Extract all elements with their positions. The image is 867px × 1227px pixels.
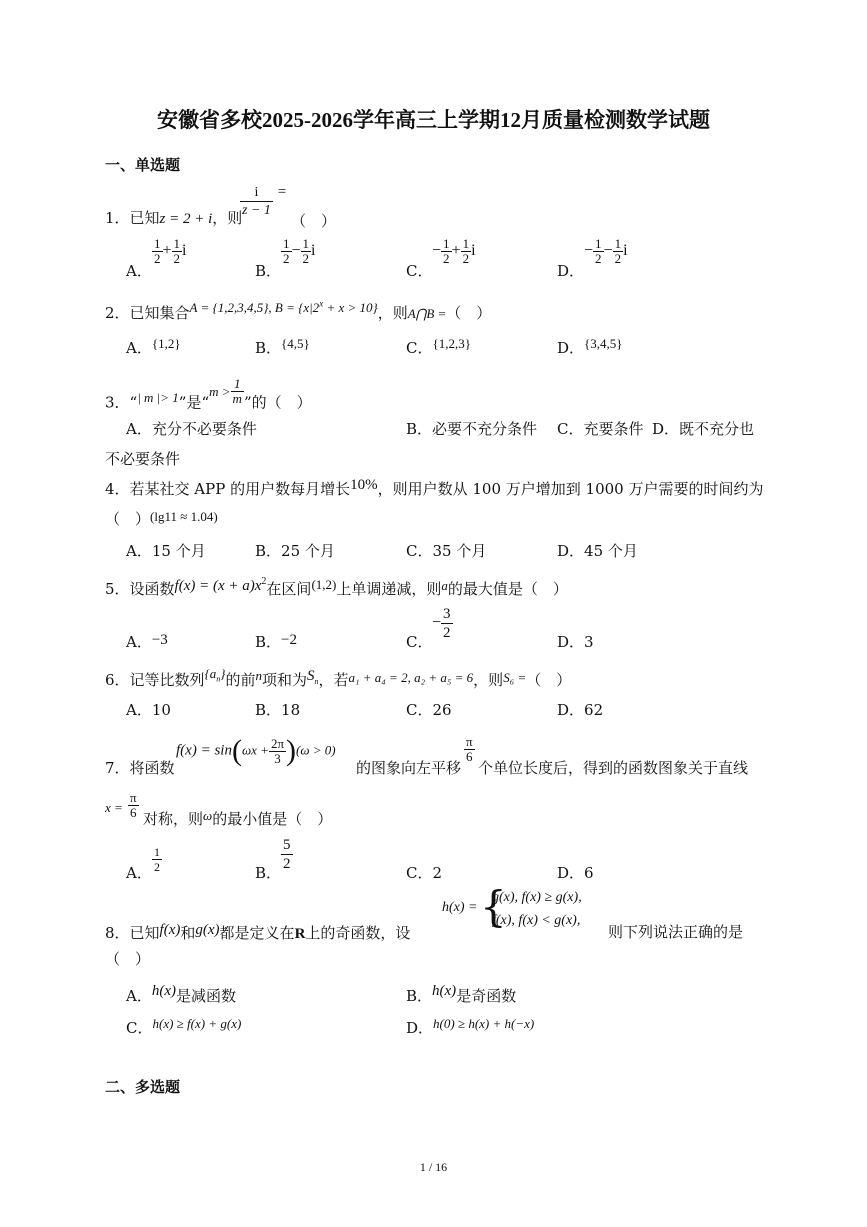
- q2-d-label: D．: [557, 339, 585, 357]
- q2-a-label: A．: [126, 339, 152, 357]
- q2-b-label: B．: [255, 339, 282, 357]
- q7-b-label: B．: [255, 864, 282, 882]
- q5-option-b[interactable]: [255, 631, 297, 652]
- q1-b-i: i: [311, 242, 316, 260]
- q8-mid2: 上的奇函数，设: [305, 924, 411, 942]
- q8-a-text: 是减函数: [176, 987, 237, 1005]
- q7-num: 2π: [270, 735, 285, 751]
- q2-set-a: A = {1,2,3,4,5}, B = {x|2: [189, 300, 320, 315]
- q7-x-eq: x =: [105, 800, 123, 815]
- q7-lparen: (: [231, 734, 242, 767]
- q1-option-a-math: [152, 237, 186, 266]
- q6-option-a[interactable]: A．10: [126, 701, 171, 719]
- q7-rparen: ): [286, 734, 297, 767]
- q2-b-value: {4,5}: [281, 336, 310, 351]
- q5-a-label: A．: [126, 633, 152, 651]
- q1-d-d2: 2: [614, 251, 622, 266]
- q8-option-d[interactable]: [406, 1017, 534, 1038]
- q1-a-op: +: [162, 242, 172, 260]
- q7-function: [176, 734, 336, 768]
- question-4-line2: [105, 508, 218, 529]
- q3-option-d[interactable]: D．既不充分也: [652, 420, 755, 438]
- q1-c-sign: −: [432, 242, 442, 260]
- q8-case2: f(x), f(x) < g(x),: [492, 913, 581, 928]
- q1-d-label: D．: [557, 262, 585, 280]
- q8-b-h: h(x): [432, 983, 457, 999]
- q8-b-text: 是奇函数: [456, 987, 517, 1005]
- q7-option-d[interactable]: D．6: [557, 864, 594, 882]
- q6-paren: （ ）: [526, 671, 572, 689]
- q3-option-c[interactable]: C．充要条件: [557, 420, 644, 438]
- q2-sets: [190, 300, 378, 315]
- q6-prefix: 6．记等比数列: [105, 671, 205, 689]
- q1-b-n1: 1: [283, 236, 290, 251]
- q7-shift: [464, 735, 475, 764]
- q4-hint: (lg11 ≈ 1.04): [150, 509, 218, 524]
- q6-option-c[interactable]: C．26: [406, 701, 452, 719]
- q6-s: S: [306, 668, 315, 684]
- q1-c-label: C．: [406, 262, 433, 280]
- q3-cond1: | m |> 1: [137, 389, 179, 405]
- page-number: 1 / 16: [419, 1160, 448, 1174]
- q8-d-math: h(0) ≥ h(x) + h(−x): [433, 1016, 535, 1031]
- q7-mid: 的图象向左平移: [356, 759, 462, 777]
- q3-lhs: m >: [209, 383, 231, 399]
- q7-line2c: 的最小值是（ ）: [212, 810, 333, 828]
- q4-paren: （ ）: [105, 510, 151, 528]
- q7-fx: f(x) = sin: [176, 742, 232, 759]
- q6-an-sub: n: [216, 674, 221, 684]
- q4-text2: ，则用户数从 100 万户增加到 1000 万户需要的时间约为: [377, 480, 764, 498]
- q6-n: n: [255, 668, 262, 683]
- q5-option-c[interactable]: [406, 631, 432, 652]
- q2-tail: ，则: [377, 304, 408, 322]
- q1-d-i: i: [623, 242, 628, 260]
- q8-c-math: h(x) ≥ f(x) + g(x): [152, 1016, 242, 1031]
- q7-cond: (ω > 0): [296, 742, 336, 758]
- q2-option-d[interactable]: [557, 337, 623, 358]
- q7-a-label: A．: [126, 864, 152, 882]
- q6-mid3: ，若: [318, 671, 349, 689]
- q8-case1: g(x), f(x) ≥ g(x),: [492, 890, 582, 905]
- question-7-line2: [105, 800, 123, 826]
- q1-option-a[interactable]: [126, 260, 152, 281]
- question-3: [105, 376, 312, 418]
- q1-option-b-math: [281, 237, 315, 266]
- q7-option-b-math: [281, 836, 293, 873]
- q4-option-b[interactable]: B．25 个月: [255, 542, 335, 560]
- q2-d-value: {3,4,5}: [584, 336, 623, 351]
- q5-prefix: 5．设函数: [105, 580, 175, 598]
- q4-option-c[interactable]: C．35 个月: [406, 542, 487, 560]
- q8-d-label: D．: [406, 1019, 434, 1037]
- q7-option-a[interactable]: [126, 862, 152, 883]
- q8-option-b[interactable]: [406, 985, 516, 1006]
- q5-a-value: −3: [151, 632, 168, 648]
- q1-d-d1: 2: [595, 251, 602, 266]
- q8-f: f(x): [159, 922, 181, 938]
- question-7-line2b: [143, 808, 332, 829]
- q6-mid: 的前: [225, 671, 256, 689]
- q7-line-frac: [128, 791, 139, 820]
- question-8: [105, 922, 410, 943]
- q1-option-c[interactable]: [406, 260, 432, 281]
- q7-option-b[interactable]: [255, 862, 281, 883]
- section-heading-single-choice: 一、单选题: [105, 156, 181, 174]
- q1-b-d2: 2: [302, 251, 310, 266]
- q3-option-d-continued: 不必要条件: [105, 450, 181, 468]
- q8-r: R: [294, 926, 306, 942]
- q2-c-value: {1,2,3}: [432, 336, 471, 351]
- q7-line2b: 对称，则: [143, 810, 204, 828]
- q4-text1: 4．若某社交 APP 的用户数每月增长: [105, 480, 351, 498]
- q3-num: 1: [231, 377, 244, 392]
- q3-option-b[interactable]: B．必要不充分条件: [406, 420, 538, 438]
- q7-option-a-math: [152, 845, 162, 874]
- q7-b-den: 2: [283, 856, 291, 872]
- q1-prefix: 1．已知: [105, 209, 160, 227]
- question-7-prefix: 7．将函数: [105, 759, 175, 777]
- q1-b-d1: 2: [283, 251, 290, 266]
- q8-hx: h(x) =: [442, 900, 478, 915]
- question-7-tail: 个单位长度后，得到的函数图象关于直线: [478, 759, 749, 777]
- q2-prefix: 2．已知集合: [105, 304, 190, 322]
- q5-tail: 的最大值是（ ）: [447, 580, 568, 598]
- q4-option-d[interactable]: D．45 个月: [557, 542, 638, 560]
- q8-hx-label: [442, 900, 478, 916]
- q7-a-den: 2: [154, 860, 160, 874]
- q1-b-n2: 1: [302, 236, 310, 251]
- q1-num: i: [240, 184, 273, 202]
- q3-option-a[interactable]: A．充分不必要条件: [126, 420, 257, 438]
- q7-omega: ω: [203, 808, 213, 823]
- q4-option-a[interactable]: A．15 个月: [126, 542, 206, 560]
- q1-a-i: i: [182, 242, 187, 260]
- q6-mid4: ，则: [473, 671, 504, 689]
- q7-shift-num: π: [466, 734, 473, 749]
- q2-a-value: {1,2}: [151, 336, 181, 351]
- q2-option-a[interactable]: [126, 337, 181, 358]
- q1-c-op: +: [451, 242, 461, 260]
- q7-den: 3: [274, 750, 281, 766]
- q1-a-d1: 2: [154, 251, 161, 266]
- q1-condition: z = 2 + i: [159, 211, 213, 227]
- q1-option-d[interactable]: [557, 260, 584, 281]
- q8-a-label: A．: [126, 987, 152, 1005]
- q5-c-sign: −: [432, 614, 442, 632]
- q6-an-close: }: [220, 666, 226, 681]
- q1-option-d-math: [584, 237, 628, 266]
- q5-sup: 2: [261, 576, 267, 587]
- q1-d-op: −: [603, 242, 613, 260]
- q5-c-label: C．: [406, 633, 433, 651]
- q5-function: f(x) = (x + a)x: [174, 578, 262, 594]
- q2-option-c[interactable]: [406, 337, 471, 358]
- q1-den: z − 1: [242, 203, 271, 218]
- q3-den: m: [232, 391, 242, 406]
- q7-inner: ωx +: [241, 742, 269, 758]
- q1-b-label: B．: [255, 262, 282, 280]
- q1-b-op: −: [291, 242, 301, 260]
- q1-a-n1: 1: [154, 236, 161, 251]
- q5-option-c-math: [432, 605, 453, 642]
- q2-sup: x: [319, 298, 324, 309]
- q5-c-den: 2: [443, 625, 451, 641]
- q1-paren: （ ）: [290, 211, 336, 230]
- q3-prefix: 3．“: [105, 393, 138, 412]
- q1-d-sign: −: [584, 242, 594, 260]
- q7-line-den: 6: [130, 805, 137, 820]
- q1-fraction: [240, 184, 336, 230]
- q5-mid2: 上单调递减，则: [336, 580, 442, 598]
- q2-paren: （ ）: [446, 304, 492, 322]
- q6-condition: a₁ + a₄ = 2, a₂ + a₅ = 6: [348, 670, 474, 685]
- section-heading-multi-choice: 二、多选题: [105, 1078, 181, 1096]
- question-2: [105, 298, 492, 323]
- q8-brace: {: [480, 882, 507, 931]
- q6-option-b[interactable]: B．18: [255, 701, 301, 719]
- question-6: [105, 666, 572, 691]
- q8-paren: （ ）: [105, 950, 151, 968]
- q4-percent: 10%: [350, 477, 378, 493]
- q5-c-num: 3: [443, 606, 451, 622]
- q5-interval: (1,2): [311, 577, 337, 592]
- q5-a: a: [441, 578, 448, 593]
- q8-a-h: h(x): [151, 983, 176, 999]
- q1-d-n1: 1: [595, 236, 602, 251]
- q5-b-value: −2: [281, 632, 297, 648]
- q1-eq: =: [277, 184, 287, 200]
- q5-option-d[interactable]: D．3: [557, 633, 594, 651]
- q8-prefix: 8．已知: [105, 924, 160, 942]
- q8-mid: 都是定义在: [219, 924, 295, 942]
- q1-a-label: A．: [126, 262, 152, 280]
- q2-expr: A⋂B =: [407, 306, 447, 321]
- question-7-text: [356, 757, 461, 778]
- q2-c-label: C．: [406, 339, 433, 357]
- q8-g: g(x): [195, 922, 220, 938]
- q2-option-b[interactable]: [255, 337, 310, 358]
- q1-c-d1: 2: [443, 251, 450, 266]
- page-title: 安徽省多校2025-2026学年高三上学期12月质量检测数学试题: [157, 108, 710, 132]
- q5-mid: 在区间: [266, 580, 312, 598]
- q7-shift-den: 6: [466, 749, 473, 764]
- q3-mid: ”是“: [178, 393, 210, 412]
- q6-s6: S₆ =: [503, 670, 527, 685]
- q1-d-n2: 1: [614, 236, 622, 251]
- q1-c-n2: 1: [462, 236, 470, 251]
- q7-b-num: 5: [283, 837, 291, 853]
- q6-mid2: 项和为: [261, 671, 307, 689]
- q1-mid: ，则: [212, 209, 243, 227]
- question-4: [105, 478, 764, 499]
- question-5: [105, 578, 568, 599]
- q6-s-sub: n: [314, 677, 319, 686]
- q1-a-d2: 2: [173, 251, 181, 266]
- q7-a-num: 1: [154, 845, 160, 859]
- q1-option-c-math: [432, 237, 476, 266]
- q7-line-num: π: [130, 790, 137, 805]
- q5-b-label: B．: [255, 633, 282, 651]
- q8-option-c[interactable]: [126, 1017, 241, 1038]
- q8-tail: 则下列说法正确的是: [608, 923, 744, 941]
- q1-a-n2: 1: [173, 236, 181, 251]
- q5-option-a[interactable]: [126, 631, 168, 652]
- q1-option-b[interactable]: [255, 260, 281, 281]
- q2-set-b: + x > 10}: [323, 300, 378, 315]
- q8-and: 和: [180, 924, 196, 942]
- q8-option-a[interactable]: [126, 985, 236, 1006]
- q1-c-n1: 1: [443, 236, 450, 251]
- q1-c-i: i: [471, 242, 476, 260]
- q1-c-d2: 2: [462, 251, 470, 266]
- q6-option-d[interactable]: D．62: [557, 701, 604, 719]
- q6-an: {a: [204, 666, 217, 681]
- question-1: [105, 207, 242, 228]
- q7-option-c[interactable]: C．2: [406, 864, 443, 882]
- q8-c-label: C．: [126, 1019, 153, 1037]
- q8-b-label: B．: [406, 987, 433, 1005]
- q3-tail: ”的（ ）: [243, 393, 312, 412]
